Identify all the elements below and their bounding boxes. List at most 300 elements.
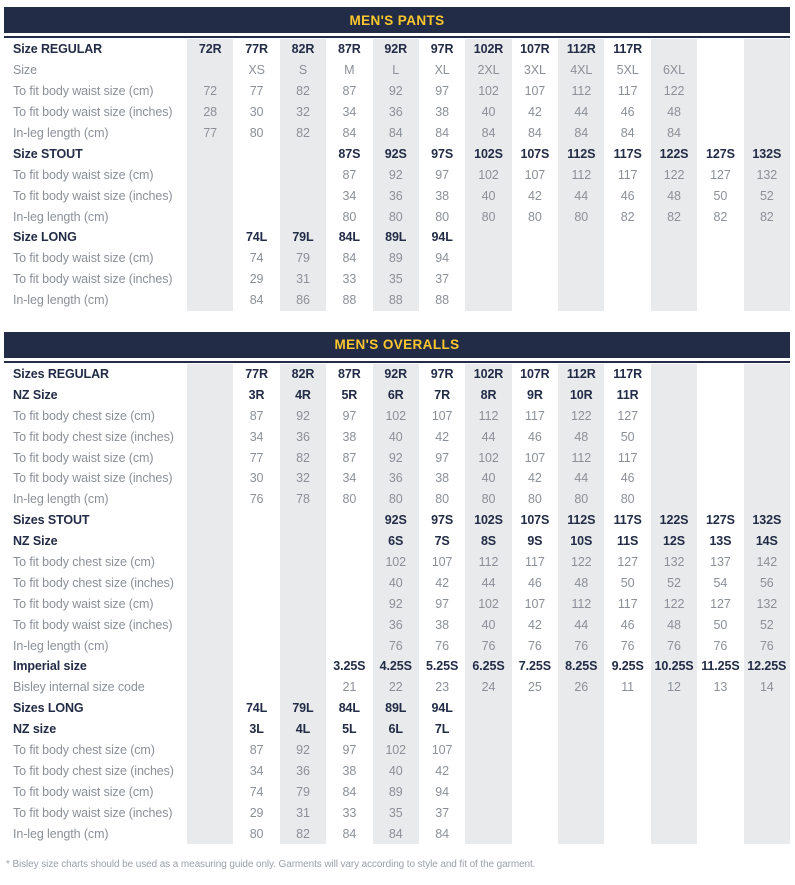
size-cell: 76 (465, 635, 511, 656)
size-cell: 6L (373, 719, 419, 740)
size-cell (465, 802, 511, 823)
size-cell: 30 (249, 105, 264, 120)
size-cell (280, 143, 326, 164)
size-cell (233, 185, 279, 206)
size-cell (697, 781, 743, 802)
table-row (4, 164, 790, 185)
size-cell (280, 206, 326, 227)
table-row (4, 781, 790, 802)
size-cell: 84 (342, 784, 357, 799)
table-row (4, 60, 790, 81)
size-cell: 11 (621, 680, 635, 695)
size-table (4, 7, 790, 311)
size-cell (233, 164, 279, 185)
size-table (4, 332, 790, 844)
table-row (4, 206, 790, 227)
size-cell: 34 (249, 429, 264, 444)
size-cell: 12S (651, 531, 697, 552)
size-cell: 24 (465, 677, 511, 698)
size-cell (465, 248, 511, 269)
size-cell: 32 (280, 102, 326, 123)
size-cell (744, 364, 790, 385)
size-cell: 25 (528, 680, 542, 695)
size-cell: 87 (342, 450, 357, 465)
size-cell: 4L (280, 719, 326, 740)
table-row (4, 227, 790, 248)
size-cell: 54 (713, 575, 728, 590)
size-cell (233, 635, 279, 656)
table-row (4, 384, 790, 405)
size-cell: 36 (373, 614, 419, 635)
size-cell (558, 248, 604, 269)
size-cell: 112R (558, 39, 604, 60)
table-row (4, 719, 790, 740)
size-cell: 76 (651, 635, 697, 656)
row-label: In-leg length (cm) (13, 209, 109, 224)
size-cell: 11R (616, 387, 639, 402)
size-cell: 5.25S (426, 659, 459, 674)
table-row (4, 635, 790, 656)
size-cell: 8.25S (558, 656, 604, 677)
table-row (4, 656, 790, 677)
size-cell (187, 405, 233, 426)
size-cell (187, 572, 233, 593)
row-label: To fit body waist size (cm) (13, 596, 154, 611)
size-cell: 97S (431, 146, 454, 161)
row-label: To fit body waist size (inches) (13, 617, 173, 632)
row-label: NZ Size (13, 534, 58, 549)
size-cell (697, 290, 743, 311)
size-cell: 34 (342, 471, 357, 486)
size-cell: 80 (558, 489, 604, 510)
row-label: To fit body waist size (cm) (13, 84, 154, 99)
size-cell: 102 (465, 593, 511, 614)
row-label: In-leg length (cm) (13, 126, 109, 140)
size-cell (651, 761, 697, 782)
size-cell (465, 719, 511, 740)
size-cell: 107 (524, 167, 546, 182)
size-cell: XL (434, 63, 450, 78)
size-cell (558, 290, 604, 311)
size-cell: 29 (249, 805, 264, 820)
size-cell (697, 102, 743, 123)
size-cell: 92 (280, 405, 326, 426)
size-cell: 10R (558, 384, 604, 405)
size-cell (604, 290, 650, 311)
size-cell: 107 (524, 596, 546, 611)
size-cell (744, 489, 790, 510)
size-cell: 107 (431, 555, 453, 570)
size-cell (187, 489, 233, 510)
size-cell: 137 (710, 555, 731, 570)
size-cell: 80 (465, 489, 511, 510)
size-cell: 48 (558, 426, 604, 447)
size-cell (744, 719, 790, 740)
table-row (4, 740, 790, 761)
size-cell: 14 (744, 677, 790, 698)
row-label: To fit body chest size (cm) (13, 743, 155, 758)
size-cell: 87 (342, 167, 357, 182)
size-cell (233, 206, 279, 227)
size-cell (187, 677, 233, 698)
size-cell: 6.25S (465, 656, 511, 677)
row-label: To fit body waist size (inches) (13, 805, 173, 820)
row-label: To fit body chest size (cm) (13, 408, 155, 423)
size-cell (744, 81, 790, 102)
size-cell (187, 740, 233, 761)
size-cell (280, 572, 326, 593)
size-cell: 80 (249, 126, 264, 140)
size-cell: 107 (524, 84, 546, 99)
size-cell: 132 (744, 593, 790, 614)
size-cell: 40 (373, 426, 419, 447)
size-cell: 102 (373, 552, 419, 573)
size-cell: 86 (280, 290, 326, 311)
row-label: In-leg length (cm) (13, 492, 109, 507)
size-cell (233, 531, 279, 552)
size-cell: 102 (373, 740, 419, 761)
row-label: To fit body chest size (cm) (13, 555, 155, 570)
row-label: To fit body chest size (inches) (13, 763, 174, 778)
size-cell: 50 (620, 575, 635, 590)
size-cell: 84 (435, 126, 449, 140)
size-cell (558, 781, 604, 802)
table-row (4, 143, 790, 164)
size-cell: 84 (342, 251, 357, 266)
size-cell: 4R (280, 384, 326, 405)
size-cell (651, 447, 697, 468)
size-cell: 97R (430, 367, 454, 382)
size-cell (187, 802, 233, 823)
size-cell: 117R (613, 367, 643, 382)
size-cell: 88 (373, 290, 419, 311)
size-cell (233, 593, 279, 614)
size-cell: 7.25S (518, 659, 551, 674)
row-label: Size LONG (13, 230, 77, 245)
size-cell: 87R (338, 367, 361, 382)
size-cell: 72R (187, 39, 233, 60)
size-cell: 77R (245, 367, 268, 382)
size-cell: 38 (435, 105, 449, 120)
size-cell: 92R (373, 39, 419, 60)
size-cell: 40 (465, 185, 511, 206)
size-cell (604, 802, 650, 823)
size-cell: 112 (558, 447, 604, 468)
size-cell (744, 823, 790, 844)
size-cell (187, 698, 233, 719)
size-cell (512, 719, 558, 740)
size-cell (744, 802, 790, 823)
size-cell (744, 39, 790, 60)
size-cell: 9.25S (611, 659, 644, 674)
size-cell: S (280, 60, 326, 81)
size-cell (604, 781, 650, 802)
size-cell: 84 (435, 826, 449, 841)
size-cell: 127 (617, 555, 638, 570)
size-cell: 3.25S (333, 659, 366, 674)
size-cell: 42 (435, 763, 449, 778)
size-cell: 102R (465, 364, 511, 385)
size-cell: 76 (620, 638, 635, 653)
size-cell: 92 (280, 740, 326, 761)
size-cell: 48 (558, 572, 604, 593)
size-cell: 34 (342, 105, 357, 120)
size-cell (744, 60, 790, 81)
table-row (4, 468, 790, 489)
row-label: To fit body waist size (cm) (13, 251, 154, 266)
size-cell (465, 227, 511, 248)
size-cell: 37 (435, 272, 449, 287)
size-cell (512, 761, 558, 782)
size-cell (651, 39, 697, 60)
size-cell: 36 (280, 761, 326, 782)
size-cell (697, 468, 743, 489)
size-cell: 42 (435, 429, 449, 444)
size-cell: 72 (187, 81, 233, 102)
size-cell (697, 269, 743, 290)
size-cell: L (373, 60, 419, 81)
size-cell: 127S (706, 513, 735, 528)
size-cell: 80 (342, 492, 357, 507)
size-cell: 38 (342, 763, 357, 778)
table-row (4, 802, 790, 823)
size-cell: 76 (528, 638, 542, 653)
size-cell: 52 (744, 614, 790, 635)
size-cell: 82R (280, 364, 326, 385)
size-cell: 94 (435, 251, 449, 266)
size-cell: 107 (431, 408, 453, 423)
size-cell: 94L (431, 230, 453, 245)
size-cell: 6S (373, 531, 419, 552)
size-cell (280, 677, 326, 698)
size-cell (465, 823, 511, 844)
size-cell: 78 (280, 489, 326, 510)
size-cell: 92 (373, 447, 419, 468)
table-row (4, 185, 790, 206)
size-cell (558, 740, 604, 761)
size-cell: 80 (528, 492, 542, 507)
size-cell: 13S (709, 534, 732, 549)
size-cell: 31 (280, 802, 326, 823)
size-cell (651, 290, 697, 311)
size-cell (280, 656, 326, 677)
size-cell: 80 (558, 206, 604, 227)
table-row (4, 123, 790, 144)
size-cell (465, 698, 511, 719)
size-cell: 35 (373, 802, 419, 823)
size-cell (512, 740, 558, 761)
row-label: In-leg length (cm) (13, 293, 109, 308)
size-cell: 12 (651, 677, 697, 698)
size-cell: 80 (249, 826, 264, 841)
size-cell: 117S (613, 146, 642, 161)
size-cell: 35 (373, 269, 419, 290)
size-cell: 94 (435, 784, 449, 799)
size-cell (326, 510, 372, 531)
size-cell: 117 (525, 555, 545, 570)
table-row (4, 426, 790, 447)
size-cell (744, 102, 790, 123)
size-cell: 4.25S (373, 656, 419, 677)
row-label: Sizes REGULAR (13, 367, 109, 382)
size-cell (187, 719, 233, 740)
size-cell (651, 468, 697, 489)
size-cell: 23 (435, 680, 449, 695)
size-cell (280, 510, 326, 531)
table-row (4, 510, 790, 531)
size-cell (697, 81, 743, 102)
size-cell: 92S (373, 510, 419, 531)
size-cell (326, 572, 372, 593)
size-cell: 38 (435, 188, 449, 203)
size-cell (187, 468, 233, 489)
size-cell: 84 (249, 293, 264, 308)
size-cell: 132S (744, 143, 790, 164)
size-cell (465, 781, 511, 802)
size-cell: 74L (245, 701, 268, 716)
size-cell (744, 227, 790, 248)
size-cell (744, 123, 790, 144)
table-title: MEN'S OVERALLS (4, 332, 790, 358)
size-cell (651, 823, 697, 844)
size-cell (558, 698, 604, 719)
row-label: NZ size (13, 722, 57, 737)
size-cell: 34 (249, 763, 264, 778)
size-cell: 80 (528, 209, 542, 224)
size-cell: 46 (528, 429, 542, 444)
size-cell: 44 (465, 426, 511, 447)
size-cell: 77 (249, 450, 264, 465)
size-cell: 112 (465, 552, 511, 573)
row-label: Sizes LONG (13, 701, 84, 716)
size-cell: 97 (342, 408, 357, 423)
size-cell: 76 (744, 635, 790, 656)
size-cell (512, 823, 558, 844)
size-cell (697, 248, 743, 269)
table-row (4, 677, 790, 698)
size-cell: 97 (435, 450, 449, 465)
size-cell: 117 (617, 84, 638, 99)
size-cell: 7R (434, 387, 450, 402)
size-cell (651, 802, 697, 823)
size-cell: 102 (465, 81, 511, 102)
size-cell: 132 (744, 164, 790, 185)
size-cell: 50 (713, 617, 728, 632)
size-cell: 84L (338, 701, 360, 716)
size-cell: 33 (342, 805, 357, 820)
size-cell: 37 (435, 805, 449, 820)
size-cell (187, 510, 233, 531)
size-cell (187, 143, 233, 164)
size-cell: 84 (651, 123, 697, 144)
row-label: Imperial size (13, 659, 87, 674)
table-row (4, 572, 790, 593)
size-cell: 82 (651, 206, 697, 227)
size-cell (187, 614, 233, 635)
size-cell (280, 531, 326, 552)
size-cell: 92R (373, 364, 419, 385)
size-cell (465, 269, 511, 290)
size-cell: 112 (558, 164, 604, 185)
size-cell: 79L (280, 227, 326, 248)
size-cell: 46 (620, 188, 635, 203)
size-cell: 3L (249, 722, 264, 737)
size-cell (651, 781, 697, 802)
size-cell: 127 (710, 596, 731, 611)
size-cell: 82 (280, 81, 326, 102)
size-cell: 36 (373, 102, 419, 123)
size-cell: 34 (342, 188, 357, 203)
table-row (4, 614, 790, 635)
size-cell: 89 (373, 248, 419, 269)
size-cell (512, 781, 558, 802)
size-cell: 82 (280, 823, 326, 844)
row-label: To fit body waist size (inches) (13, 272, 173, 287)
size-cell (233, 510, 279, 531)
size-cell (744, 447, 790, 468)
size-cell (651, 384, 697, 405)
size-cell (744, 468, 790, 489)
size-cell (744, 384, 790, 405)
size-cell (651, 426, 697, 447)
size-cell: 79 (280, 781, 326, 802)
size-cell: 87S (338, 146, 361, 161)
size-cell: 117R (613, 42, 643, 57)
size-cell (187, 60, 233, 81)
table-row (4, 823, 790, 844)
size-cell: 87 (249, 743, 264, 758)
size-cell: 74L (245, 230, 268, 245)
size-cell (326, 531, 372, 552)
size-cell (744, 740, 790, 761)
size-cell (465, 740, 511, 761)
size-cell (697, 719, 743, 740)
size-cell: 87R (338, 42, 361, 57)
size-cell (233, 572, 279, 593)
size-cell (280, 185, 326, 206)
size-cell: 48 (651, 102, 697, 123)
size-cell (558, 823, 604, 844)
size-cell: 122S (651, 143, 697, 164)
size-cell (744, 698, 790, 719)
row-label: Size REGULAR (13, 42, 103, 57)
table-row (4, 81, 790, 102)
size-cell (651, 698, 697, 719)
row-label: Size (13, 63, 37, 78)
size-cell (697, 802, 743, 823)
size-cell (187, 656, 233, 677)
size-cell: 32 (280, 468, 326, 489)
size-cell (187, 781, 233, 802)
row-label: To fit body waist size (inches) (13, 188, 173, 203)
size-cell: 44 (558, 185, 604, 206)
size-cell (744, 761, 790, 782)
size-cell (187, 185, 233, 206)
table-row (4, 447, 790, 468)
size-cell (512, 269, 558, 290)
size-cell (604, 740, 650, 761)
size-cell: 117S (613, 513, 642, 528)
size-cell: 76 (558, 635, 604, 656)
size-cell (697, 426, 743, 447)
size-cell: 13 (713, 680, 728, 695)
size-cell (744, 269, 790, 290)
size-cell: 26 (558, 677, 604, 698)
size-cell: 94L (431, 701, 453, 716)
size-cell: 9R (526, 387, 543, 402)
size-cell (697, 39, 743, 60)
size-cell: 5R (341, 387, 358, 402)
